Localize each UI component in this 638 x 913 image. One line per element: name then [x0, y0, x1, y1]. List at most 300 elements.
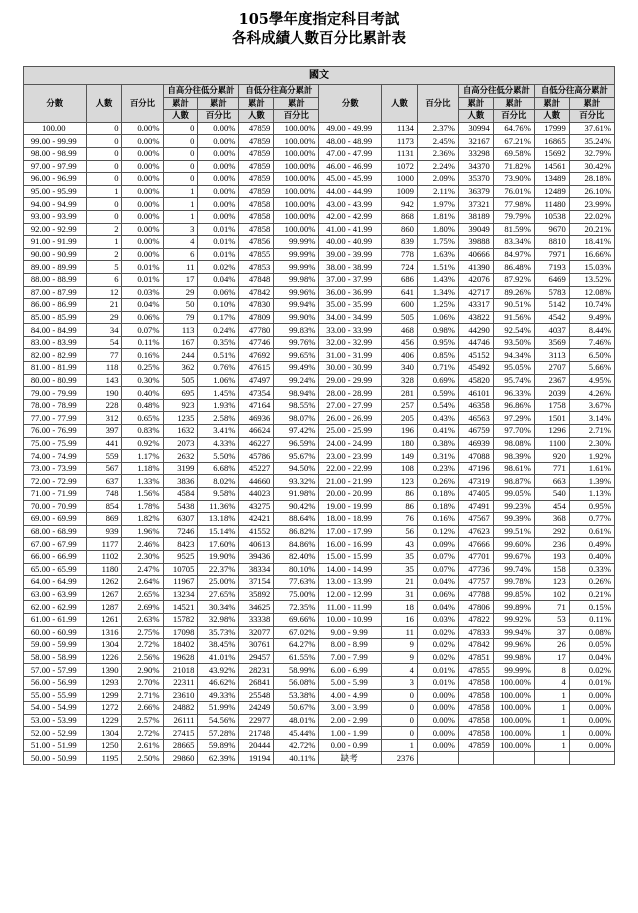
right-cell-cum-low-pct: 18.41% [569, 236, 614, 249]
right-cell-percent: 0.07% [417, 563, 458, 576]
left-cell-cum-low-count: 44023 [239, 488, 274, 501]
right-cell-count: 468 [382, 324, 418, 337]
left-cell-cum-low-count: 30761 [239, 639, 274, 652]
left-cell-cum-high-pct: 0.76% [198, 362, 239, 375]
right-cell-cum-high-pct: 99.05% [493, 488, 534, 501]
left-cell-cum-high-count: 27415 [163, 727, 198, 740]
left-cell-percent: 2.75% [122, 626, 163, 639]
header-cum-pct: 累計 [198, 97, 239, 110]
left-cell-cum-high-count: 23610 [163, 689, 198, 702]
left-cell-cum-low-pct: 99.76% [274, 336, 319, 349]
left-cell-percent: 0.00% [122, 198, 163, 211]
right-cell-cum-high-count: 44746 [458, 336, 493, 349]
right-cell-cum-low-count: 102 [534, 588, 569, 601]
right-cell-score: 27.00 - 27.99 [319, 399, 382, 412]
table-row [24, 311, 615, 324]
left-cell-cum-low-count: 42421 [239, 513, 274, 526]
right-cell-score: 31.00 - 31.99 [319, 349, 382, 362]
table-row [24, 198, 615, 211]
left-cell-cum-high-count: 3 [163, 223, 198, 236]
right-cell-count: 76 [382, 513, 418, 526]
header-cum-pct: 累計 [274, 97, 319, 110]
right-cell-count: 35 [382, 563, 418, 576]
right-cell-percent: 0.00% [417, 739, 458, 752]
right-cell-cum-low-pct: 37.61% [569, 122, 614, 135]
left-cell-percent: 2.90% [122, 664, 163, 677]
right-cell-cum-high-count: 47196 [458, 462, 493, 475]
table-row [24, 550, 615, 563]
table-row [24, 299, 615, 312]
left-cell-cum-low-count: 26841 [239, 676, 274, 689]
left-cell-count: 2 [86, 223, 122, 236]
right-cell-score: 6.00 - 6.99 [319, 664, 382, 677]
header-cum-high-to-low: 自高分往低分累計 [458, 85, 534, 98]
left-cell-cum-high-pct: 59.89% [198, 739, 239, 752]
right-cell-count: 16 [382, 613, 418, 626]
right-cell-percent: 1.81% [417, 210, 458, 223]
left-cell-cum-high-count: 2632 [163, 450, 198, 463]
table-row [24, 210, 615, 223]
left-cell-cum-high-count: 4584 [163, 488, 198, 501]
left-cell-count: 12 [86, 286, 122, 299]
subject-header: 國文 [24, 67, 615, 85]
left-cell-cum-high-pct: 0.17% [198, 311, 239, 324]
right-cell-cum-low-count: 663 [534, 475, 569, 488]
right-cell-cum-high-pct: 76.01% [493, 185, 534, 198]
left-cell-count: 0 [86, 173, 122, 186]
right-cell-cum-high-pct: 89.26% [493, 286, 534, 299]
right-cell-cum-low-count: 1100 [534, 437, 569, 450]
right-cell-cum-low-pct: 0.61% [569, 525, 614, 538]
left-cell-cum-low-count: 47497 [239, 374, 274, 387]
left-cell-cum-low-pct: 40.11% [274, 752, 319, 765]
right-cell-cum-low-count: 4 [534, 676, 569, 689]
left-cell-count: 1226 [86, 651, 122, 664]
left-cell-cum-low-pct: 99.49% [274, 362, 319, 375]
right-cell-cum-high-count: 33298 [458, 147, 493, 160]
right-cell-percent: 0.95% [417, 336, 458, 349]
left-cell-cum-low-count: 21748 [239, 727, 274, 740]
left-cell-cum-high-pct: 0.24% [198, 324, 239, 337]
left-cell-count: 1299 [86, 689, 122, 702]
right-cell-score: 38.00 - 38.99 [319, 261, 382, 274]
left-cell-cum-low-count: 41552 [239, 525, 274, 538]
right-cell-percent: 1.75% [417, 236, 458, 249]
left-cell-cum-high-count: 50 [163, 299, 198, 312]
left-cell-cum-low-pct: 100.00% [274, 185, 319, 198]
right-cell-cum-high-count: 47319 [458, 475, 493, 488]
right-cell-score: 23.00 - 23.99 [319, 450, 382, 463]
left-cell-percent: 0.00% [122, 135, 163, 148]
right-cell-count: 340 [382, 362, 418, 375]
header-cum-pct: 累計 [569, 97, 614, 110]
left-cell-cum-high-count: 14521 [163, 601, 198, 614]
table-row [24, 714, 615, 727]
right-cell-score: 35.00 - 35.99 [319, 299, 382, 312]
right-cell-count: 123 [382, 475, 418, 488]
left-cell-cum-low-count: 47848 [239, 273, 274, 286]
right-cell-cum-high-pct: 77.98% [493, 198, 534, 211]
table-row [24, 349, 615, 362]
left-cell-cum-low-count: 47692 [239, 349, 274, 362]
table-row [24, 425, 615, 438]
right-cell-cum-high-count: 38189 [458, 210, 493, 223]
right-cell-count: 0 [382, 714, 418, 727]
left-cell-score: 50.00 - 50.99 [24, 752, 87, 765]
right-cell-cum-high-count: 47405 [458, 488, 493, 501]
right-cell-cum-low-pct: 0.40% [569, 550, 614, 563]
right-cell-score: 7.00 - 7.99 [319, 651, 382, 664]
right-cell-percent: 0.18% [417, 500, 458, 513]
left-cell-percent: 0.00% [122, 210, 163, 223]
left-cell-count: 54 [86, 336, 122, 349]
right-cell-cum-low-count: 158 [534, 563, 569, 576]
left-cell-cum-low-pct: 82.40% [274, 550, 319, 563]
right-cell-score: 5.00 - 5.99 [319, 676, 382, 689]
right-cell-cum-low-pct: 1.39% [569, 475, 614, 488]
left-cell-cum-low-count: 47859 [239, 173, 274, 186]
right-cell-score: 11.00 - 11.99 [319, 601, 382, 614]
right-cell-cum-high-count: 47858 [458, 714, 493, 727]
right-cell-cum-low-pct: 8.44% [569, 324, 614, 337]
right-cell-cum-high-pct: 99.51% [493, 525, 534, 538]
right-cell-cum-low-count: 1296 [534, 425, 569, 438]
left-cell-cum-high-pct: 0.00% [198, 198, 239, 211]
left-cell-cum-low-count: 47164 [239, 399, 274, 412]
right-cell-cum-low-pct: 28.18% [569, 173, 614, 186]
left-cell-count: 1293 [86, 676, 122, 689]
right-cell-cum-low-count: 193 [534, 550, 569, 563]
right-cell-cum-low-count: 368 [534, 513, 569, 526]
right-cell-cum-high-pct: 67.21% [493, 135, 534, 148]
right-cell-count: 31 [382, 588, 418, 601]
right-cell-cum-high-pct: 99.39% [493, 513, 534, 526]
table-row [24, 286, 615, 299]
right-cell-count: 9 [382, 651, 418, 664]
table-row [24, 387, 615, 400]
left-cell-count: 441 [86, 437, 122, 450]
right-cell-cum-high-pct: 99.67% [493, 550, 534, 563]
left-cell-cum-low-pct: 45.44% [274, 727, 319, 740]
right-cell-cum-high-count: 30994 [458, 122, 493, 135]
left-cell-cum-low-pct: 100.00% [274, 135, 319, 148]
table-row [24, 752, 615, 765]
left-cell-cum-low-count: 25548 [239, 689, 274, 702]
right-cell-cum-low-pct: 0.77% [569, 513, 614, 526]
left-cell-cum-high-pct: 35.73% [198, 626, 239, 639]
right-cell-score: 32.00 - 32.99 [319, 336, 382, 349]
right-cell-count: 4 [382, 664, 418, 677]
right-cell-cum-low-count: 6469 [534, 273, 569, 286]
table-row [24, 613, 615, 626]
right-cell-count: 778 [382, 248, 418, 261]
left-cell-score: 89.00 - 89.99 [24, 261, 87, 274]
right-cell-cum-high-count: 47623 [458, 525, 493, 538]
left-cell-count: 1250 [86, 739, 122, 752]
left-cell-score: 70.00 - 70.99 [24, 500, 87, 513]
left-cell-percent: 0.00% [122, 236, 163, 249]
header-cum-count: 累計 [163, 97, 198, 110]
left-cell-count: 0 [86, 147, 122, 160]
right-cell-percent: 2.09% [417, 173, 458, 186]
table-row [24, 588, 615, 601]
left-cell-percent: 1.56% [122, 488, 163, 501]
left-cell-count: 1304 [86, 639, 122, 652]
score-distribution-table [23, 66, 615, 765]
right-cell-cum-low-count: 12489 [534, 185, 569, 198]
left-cell-cum-high-count: 28665 [163, 739, 198, 752]
right-cell-cum-low-pct: 23.99% [569, 198, 614, 211]
left-cell-cum-low-count: 40613 [239, 538, 274, 551]
left-cell-cum-low-count: 43275 [239, 500, 274, 513]
header-cum-count-unit: 人數 [239, 110, 274, 123]
left-cell-count: 397 [86, 425, 122, 438]
left-cell-percent: 1.96% [122, 525, 163, 538]
right-cell-percent: 0.71% [417, 362, 458, 375]
left-cell-cum-low-pct: 91.98% [274, 488, 319, 501]
left-cell-percent: 0.01% [122, 273, 163, 286]
left-cell-score: 68.00 - 68.99 [24, 525, 87, 538]
left-cell-cum-high-pct: 15.14% [198, 525, 239, 538]
left-cell-percent: 0.16% [122, 349, 163, 362]
right-cell-cum-high-count: 47701 [458, 550, 493, 563]
right-cell-percent: 0.00% [417, 727, 458, 740]
left-cell-cum-high-pct: 62.39% [198, 752, 239, 765]
left-cell-percent: 0.00% [122, 160, 163, 173]
left-cell-percent: 0.92% [122, 437, 163, 450]
left-cell-count: 854 [86, 500, 122, 513]
left-cell-cum-low-pct: 96.59% [274, 437, 319, 450]
right-cell-percent: 0.00% [417, 702, 458, 715]
right-cell-score: 1.00 - 1.99 [319, 727, 382, 740]
right-cell-cum-low-pct: 0.02% [569, 664, 614, 677]
left-cell-cum-high-pct: 54.56% [198, 714, 239, 727]
left-cell-cum-high-count: 17 [163, 273, 198, 286]
right-cell-cum-low-count: 4037 [534, 324, 569, 337]
left-cell-score: 67.00 - 67.99 [24, 538, 87, 551]
left-cell-cum-low-count: 47859 [239, 135, 274, 148]
left-cell-cum-low-pct: 99.90% [274, 311, 319, 324]
left-cell-percent: 2.61% [122, 739, 163, 752]
table-row [24, 500, 615, 513]
right-cell-cum-low-count: 1 [534, 727, 569, 740]
left-cell-cum-low-pct: 99.99% [274, 261, 319, 274]
left-cell-count: 21 [86, 299, 122, 312]
right-cell-cum-high-count: 47788 [458, 588, 493, 601]
left-cell-score: 64.00 - 64.99 [24, 576, 87, 589]
left-cell-count: 1180 [86, 563, 122, 576]
left-cell-score: 53.00 - 53.99 [24, 714, 87, 727]
right-cell-cum-low-count: 236 [534, 538, 569, 551]
left-cell-cum-high-pct: 41.01% [198, 651, 239, 664]
left-cell-cum-low-count: 44660 [239, 475, 274, 488]
table-row [24, 273, 615, 286]
right-cell-score: 28.00 - 28.99 [319, 387, 382, 400]
right-cell-score: 39.00 - 39.99 [319, 248, 382, 261]
left-cell-score: 66.00 - 66.99 [24, 550, 87, 563]
right-cell-cum-low-pct: 0.08% [569, 626, 614, 639]
left-cell-cum-low-count: 37154 [239, 576, 274, 589]
left-cell-score: 52.00 - 52.99 [24, 727, 87, 740]
left-cell-cum-high-pct: 38.45% [198, 639, 239, 652]
left-cell-score: 76.00 - 76.99 [24, 425, 87, 438]
right-cell-cum-high-pct: 95.74% [493, 374, 534, 387]
left-cell-cum-high-count: 5438 [163, 500, 198, 513]
right-cell-cum-high-pct: 100.00% [493, 727, 534, 740]
right-cell-cum-high-pct: 99.60% [493, 538, 534, 551]
right-cell-cum-low-pct: 1.13% [569, 488, 614, 501]
right-cell-score: 47.00 - 47.99 [319, 147, 382, 160]
right-cell-cum-low-pct: 15.03% [569, 261, 614, 274]
right-cell-percent: 0.00% [417, 714, 458, 727]
right-cell-percent: 0.04% [417, 601, 458, 614]
right-cell-score: 26.00 - 26.99 [319, 412, 382, 425]
left-cell-cum-low-count: 47830 [239, 299, 274, 312]
right-cell-cum-low-count: 2039 [534, 387, 569, 400]
right-cell-count: 1072 [382, 160, 418, 173]
right-cell-cum-high-count: 47822 [458, 613, 493, 626]
right-cell-score: 16.00 - 16.99 [319, 538, 382, 551]
left-cell-cum-low-count: 47859 [239, 185, 274, 198]
right-cell-count: 257 [382, 399, 418, 412]
left-cell-cum-low-count: 39436 [239, 550, 274, 563]
right-cell-cum-low-pct: 4.95% [569, 374, 614, 387]
header-cum-pct-unit: 百分比 [198, 110, 239, 123]
right-cell-cum-low-count: 292 [534, 525, 569, 538]
right-cell-cum-high-count [458, 752, 493, 765]
right-cell-count: 3 [382, 676, 418, 689]
left-cell-cum-low-count: 47859 [239, 147, 274, 160]
right-cell-cum-high-pct: 94.34% [493, 349, 534, 362]
left-cell-cum-low-pct: 93.32% [274, 475, 319, 488]
left-cell-cum-low-count: 22977 [239, 714, 274, 727]
right-cell-cum-low-count: 1 [534, 702, 569, 715]
right-cell-cum-low-pct: 16.66% [569, 248, 614, 261]
right-cell-cum-high-count: 39049 [458, 223, 493, 236]
right-cell-score: 14.00 - 14.99 [319, 563, 382, 576]
right-cell-cum-low-pct: 13.52% [569, 273, 614, 286]
right-cell-count: 724 [382, 261, 418, 274]
right-cell-percent: 1.63% [417, 248, 458, 261]
left-cell-percent: 2.72% [122, 639, 163, 652]
right-cell-percent: 0.09% [417, 538, 458, 551]
left-cell-cum-high-pct: 57.28% [198, 727, 239, 740]
header-percent: 百分比 [417, 85, 458, 123]
left-cell-cum-low-count: 20444 [239, 739, 274, 752]
left-cell-score: 100.00 [24, 122, 87, 135]
table-row [24, 399, 615, 412]
right-cell-count: 2376 [382, 752, 418, 765]
right-cell-cum-low-pct: 1.61% [569, 462, 614, 475]
page-title: 105學年度指定科目考試 [238, 11, 400, 28]
right-cell-cum-low-pct: 7.46% [569, 336, 614, 349]
table-row [24, 160, 615, 173]
right-cell-score: 13.00 - 13.99 [319, 576, 382, 589]
right-cell-cum-low-count: 2707 [534, 362, 569, 375]
left-cell-cum-high-pct: 0.00% [198, 160, 239, 173]
left-cell-cum-low-count: 29457 [239, 651, 274, 664]
header-cum-pct-unit: 百分比 [493, 110, 534, 123]
right-cell-cum-high-count: 45820 [458, 374, 493, 387]
right-cell-cum-low-count: 10538 [534, 210, 569, 223]
left-cell-cum-high-pct: 0.35% [198, 336, 239, 349]
right-cell-cum-high-count: 47855 [458, 664, 493, 677]
table-row [24, 626, 615, 639]
left-cell-cum-low-count: 47858 [239, 210, 274, 223]
left-cell-score: 84.00 - 84.99 [24, 324, 87, 337]
right-cell-score: 33.00 - 33.99 [319, 324, 382, 337]
table-row [24, 676, 615, 689]
right-cell-count: 1131 [382, 147, 418, 160]
right-cell-cum-low-count: 771 [534, 462, 569, 475]
left-cell-cum-high-pct: 0.00% [198, 147, 239, 160]
right-cell-percent: 0.18% [417, 488, 458, 501]
left-cell-cum-high-pct: 0.00% [198, 135, 239, 148]
left-cell-score: 63.00 - 63.99 [24, 588, 87, 601]
right-cell-cum-high-count: 47088 [458, 450, 493, 463]
table-row [24, 475, 615, 488]
right-cell-count: 56 [382, 525, 418, 538]
right-cell-score: 34.00 - 34.99 [319, 311, 382, 324]
right-cell-score: 2.00 - 2.99 [319, 714, 382, 727]
right-cell-percent: 2.37% [417, 122, 458, 135]
left-cell-percent: 2.56% [122, 651, 163, 664]
left-cell-cum-high-pct: 1.06% [198, 374, 239, 387]
right-cell-count: 86 [382, 500, 418, 513]
right-cell-score: 40.00 - 40.99 [319, 236, 382, 249]
left-cell-percent: 0.07% [122, 324, 163, 337]
right-cell-percent: 0.59% [417, 387, 458, 400]
right-cell-cum-low-count: 123 [534, 576, 569, 589]
left-cell-cum-low-count: 47858 [239, 198, 274, 211]
left-cell-cum-low-pct: 99.83% [274, 324, 319, 337]
right-cell-cum-high-pct: 93.50% [493, 336, 534, 349]
left-cell-cum-high-pct: 49.33% [198, 689, 239, 702]
right-cell-count: 1134 [382, 122, 418, 135]
left-cell-percent: 2.47% [122, 563, 163, 576]
left-cell-score: 97.00 - 97.99 [24, 160, 87, 173]
right-cell-percent [417, 752, 458, 765]
right-cell-cum-high-pct: 79.79% [493, 210, 534, 223]
left-cell-percent: 1.78% [122, 500, 163, 513]
right-cell-percent: 0.04% [417, 576, 458, 589]
right-cell-cum-high-count: 35370 [458, 173, 493, 186]
right-cell-cum-high-count: 47858 [458, 689, 493, 702]
left-cell-score: 91.00 - 91.99 [24, 236, 87, 249]
left-cell-cum-low-pct: 100.00% [274, 147, 319, 160]
right-cell-cum-high-count: 32167 [458, 135, 493, 148]
left-cell-cum-high-pct: 6.68% [198, 462, 239, 475]
right-cell-cum-high-count: 46759 [458, 425, 493, 438]
right-cell-count: 686 [382, 273, 418, 286]
right-cell-cum-low-count: 5142 [534, 299, 569, 312]
left-cell-cum-high-pct: 32.98% [198, 613, 239, 626]
left-cell-count: 0 [86, 210, 122, 223]
left-cell-score: 73.00 - 73.99 [24, 462, 87, 475]
left-cell-count: 1229 [86, 714, 122, 727]
right-cell-cum-low-pct: 0.00% [569, 689, 614, 702]
right-cell-cum-low-pct: 35.24% [569, 135, 614, 148]
right-cell-cum-high-count: 43822 [458, 311, 493, 324]
left-cell-cum-high-count: 2073 [163, 437, 198, 450]
left-cell-count: 77 [86, 349, 122, 362]
right-cell-cum-high-count: 41390 [458, 261, 493, 274]
left-cell-percent: 0.00% [122, 122, 163, 135]
right-cell-cum-high-pct: 90.51% [493, 299, 534, 312]
left-cell-percent: 2.71% [122, 689, 163, 702]
right-cell-percent: 0.69% [417, 374, 458, 387]
right-cell-percent: 0.03% [417, 613, 458, 626]
